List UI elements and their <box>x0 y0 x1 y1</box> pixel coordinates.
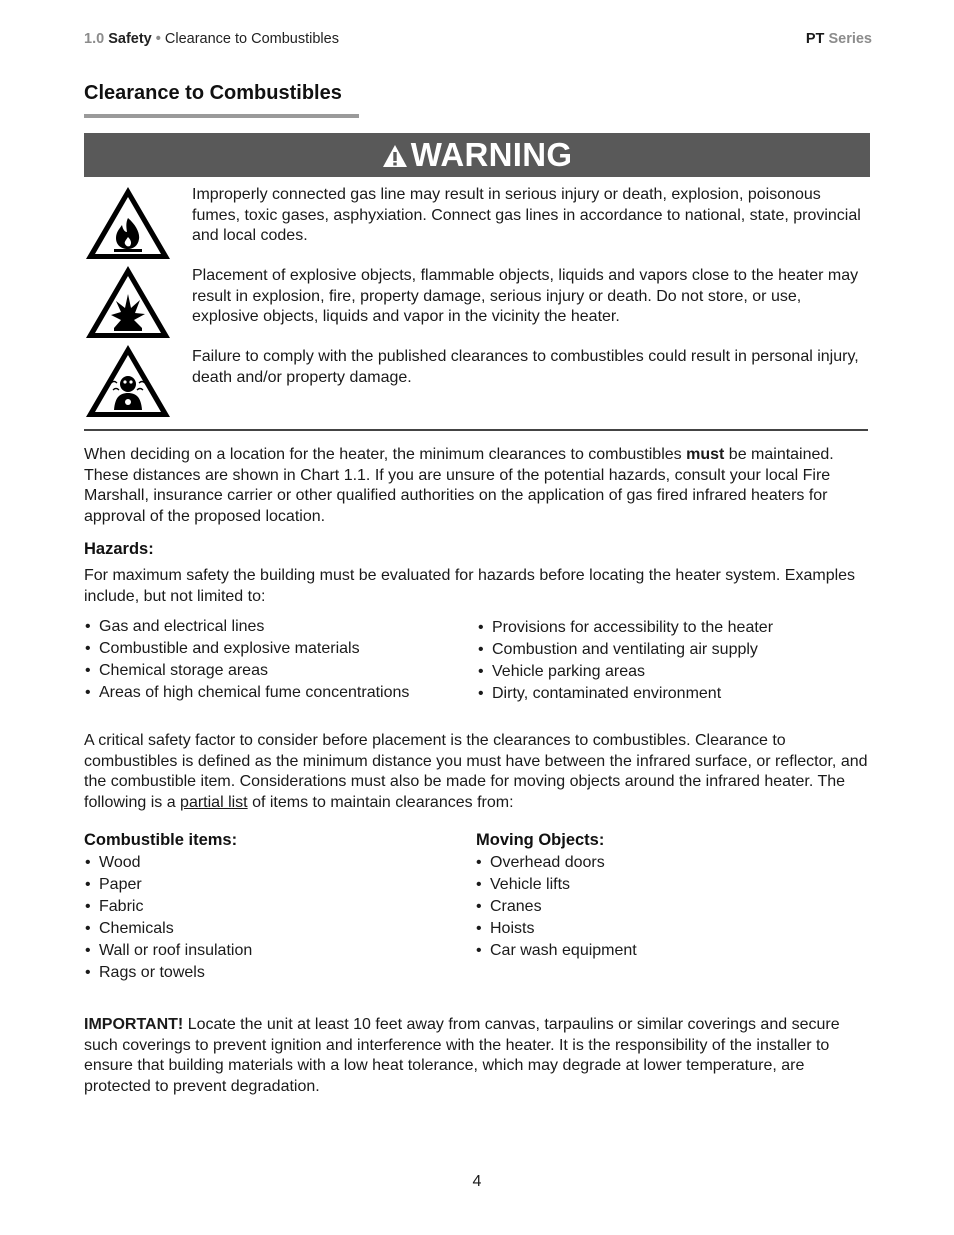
product-name: PT <box>805 31 825 47</box>
hazards-list-left <box>84 616 409 704</box>
list-item: • Overhead doors <box>475 852 637 874</box>
explosion-hazard-icon <box>84 264 172 340</box>
warning-paragraph-explosive-objects: Placement of explosive objects, flammable objects, liquids and vapors close to the heater may result in explosion, fire, property damage, serious injury or death. Do not store, or use, explosive objects, liquids and vapor in the vicinity the heater. <box>192 267 859 325</box>
warning-paragraph-gas-line: Improperly connected gas line may result in serious injury or death, explosion, poisonous fumes, toxic gases, asphyxiation. Connect gas lines in accordance to national, state, provincial and local codes. <box>192 186 861 244</box>
partial-list-underlined: partial list <box>180 793 248 811</box>
section-number: 1.0 <box>84 31 105 47</box>
section-name: Safety <box>108 31 152 47</box>
critical-text-end: of items to maintain clearances from: <box>247 793 514 811</box>
list-item: • Car wash equipment <box>475 940 637 962</box>
list-item: • Cranes <box>475 896 637 918</box>
warning-label: WARNING <box>410 136 573 173</box>
important-paragraph <box>84 1015 854 1097</box>
page-title: Clearance to Combustibles <box>84 82 342 104</box>
product-series-label <box>806 31 872 47</box>
critical-safety-paragraph <box>84 731 874 813</box>
moving-objects-list <box>475 852 637 962</box>
list-item: • Areas of high chemical fume concentrations <box>84 682 409 704</box>
list-item: • Dirty, contaminated environment <box>477 683 773 705</box>
list-item: • Combustible and explosive materials <box>84 638 409 660</box>
intro-paragraph <box>84 445 874 527</box>
list-item: • Combustion and ventilating air supply <box>477 639 773 661</box>
list-item: • Provisions for accessibility to the heater <box>477 617 773 639</box>
hazards-list-right <box>477 617 773 705</box>
list-item: • Rags or towels <box>84 962 252 984</box>
fire-hazard-icon <box>84 185 172 261</box>
important-label: IMPORTANT! <box>84 1016 184 1033</box>
list-item: • Wood <box>84 852 252 874</box>
breadcrumb-separator: • <box>155 31 161 47</box>
list-item: • Chemicals <box>84 918 252 940</box>
title-underline <box>84 114 359 118</box>
list-item: • Chemical storage areas <box>84 660 409 682</box>
warning-divider <box>84 429 868 431</box>
list-item: • Vehicle parking areas <box>477 661 773 683</box>
list-item: • Gas and electrical lines <box>84 616 409 638</box>
product-suffix: Series <box>828 31 872 47</box>
list-item: • Wall or roof insulation <box>84 940 252 962</box>
toxic-gas-hazard-icon <box>84 343 172 419</box>
warning-triangle-icon <box>382 144 408 168</box>
subsection-name: Clearance to Combustibles <box>164 31 339 47</box>
important-text: Locate the unit at least 10 feet away from canvas, tarpaulins or similar coverings and secure such coverings to prevent ignition and interference with the heater. It is the responsibility of the installer to ensure that building materials with a low heat tolerance, which may degrade at lower temperature, are protected to prevent degradation. <box>84 1016 840 1095</box>
list-item: • Fabric <box>84 896 252 918</box>
hazards-paragraph: For maximum safety the building must be evaluated for hazards before locating the heater system. Examples include, but not limited to: <box>84 567 856 605</box>
page-number: 4 <box>472 1173 482 1190</box>
intro-text-end: be maintained. These distances are shown in Chart 1.1. If you are unsure of the potential hazards, consult your local Fire Marshall, insurance carrier or other qualified authorities on the application of gas fired infrared heaters for approval of the proposed location. <box>84 446 834 525</box>
warning-paragraph-clearances: Failure to comply with the published clearances to combustibles could result in personal injury, death and/or property damage. <box>192 348 859 386</box>
list-item: • Vehicle lifts <box>475 874 637 896</box>
combustible-items-list <box>84 852 252 984</box>
critical-text-start: A critical safety factor to consider before placement is the clearances to combustibles. Clearance to combustibles is defined as the minimum distance you must have between the infrared surface, or reflector, and the combustible item. Considerations must also be made for moving objects around the infrared heater. The following is a <box>84 732 868 811</box>
hazards-heading: Hazards: <box>84 540 154 558</box>
moving-objects-heading: Moving Objects: <box>476 831 605 849</box>
section-breadcrumb <box>84 31 339 47</box>
warning-banner <box>84 133 870 177</box>
list-item: • Hoists <box>475 918 637 940</box>
intro-text-start: When deciding on a location for the heater, the minimum clearances to combustibles <box>84 446 687 463</box>
intro-emphasis: must <box>686 446 725 463</box>
combustible-items-heading: Combustible items: <box>84 831 238 849</box>
list-item: • Paper <box>84 874 252 896</box>
